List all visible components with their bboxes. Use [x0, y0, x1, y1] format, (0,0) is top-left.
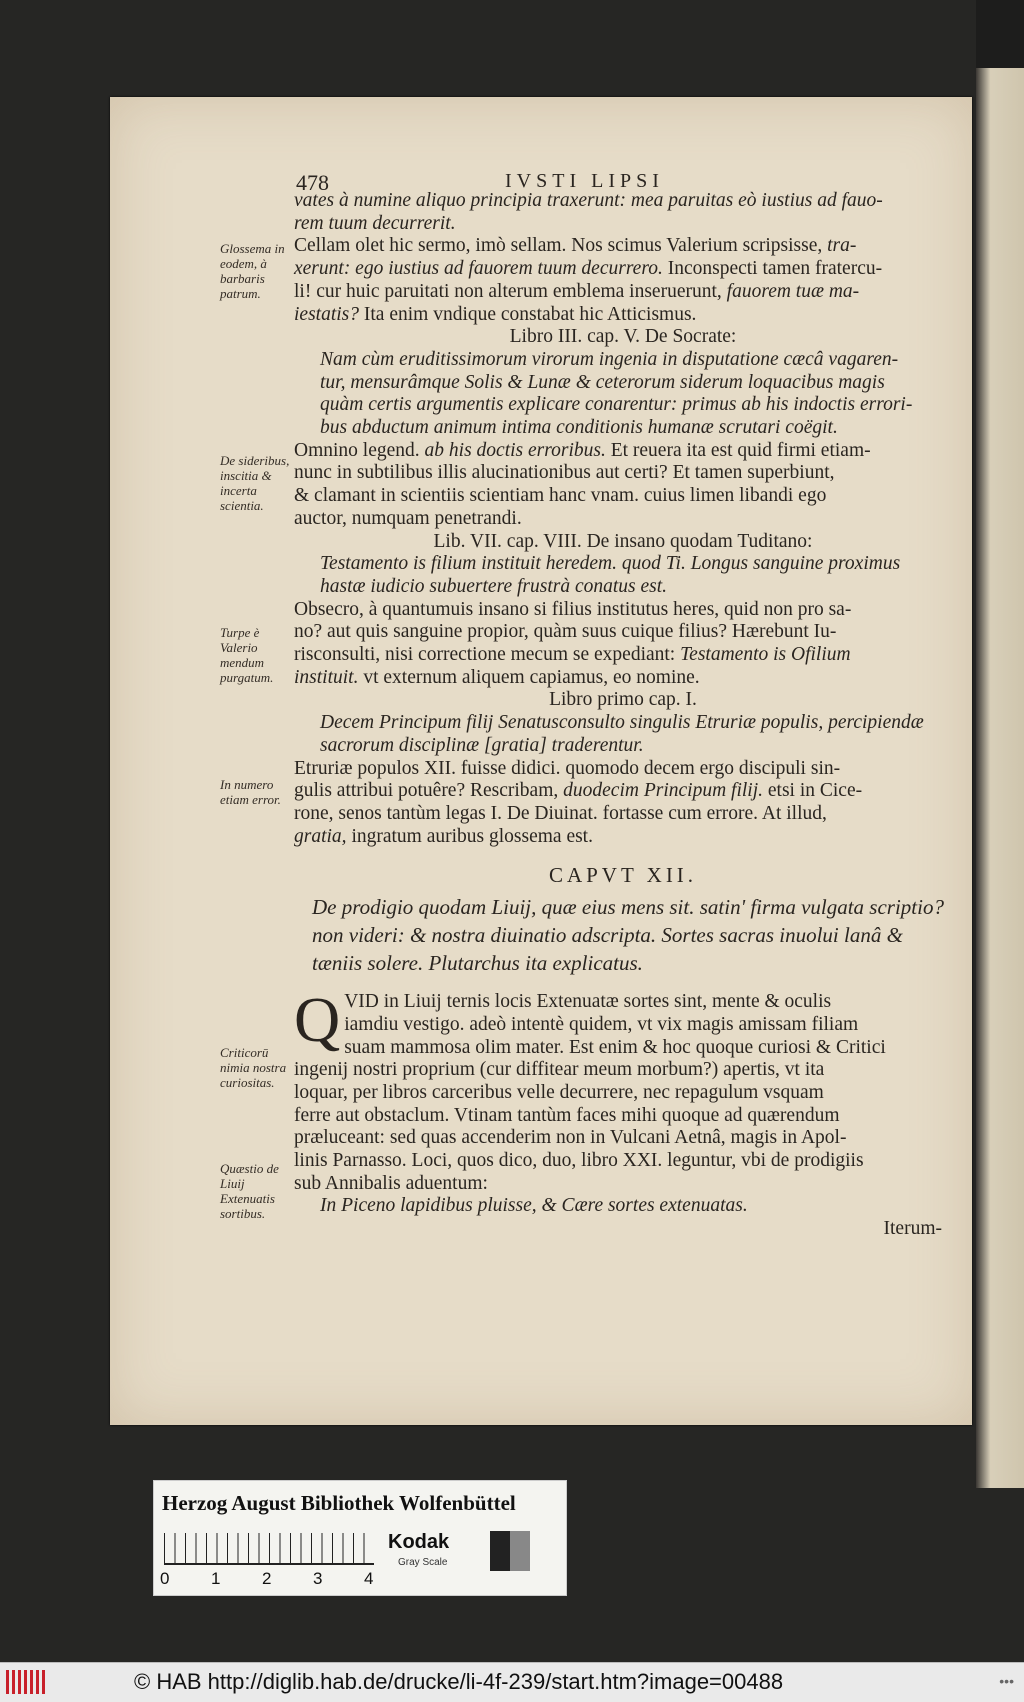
quote-line: sacrorum disciplinæ [gratia] traderentur. [320, 734, 644, 756]
text-line: suam mammosa olim mater. Est enim & hoc quoque curiosi & Critici [344, 1036, 886, 1058]
text-line: instituit. vt externum aliquem capiamus, eo nomine. [294, 666, 700, 688]
text-line: ingenij nostri proprium (cur diffitear meum morbum?) apertis, vt ita [294, 1059, 825, 1081]
text-line: iamdiu vestigo. adeò intentè quidem, vt vix magis amissam filiam [344, 1013, 859, 1035]
text-line: auctor, numquam penetrandi. [294, 507, 522, 529]
hab-logo-icon [6, 1670, 46, 1694]
chapter-title: CAPVT XII. [548, 863, 698, 888]
quote-line: hastæ iudicio subuertere frustrà conatus est. [320, 575, 668, 597]
ruler-base [164, 1563, 374, 1565]
text-line: nunc in subtilibus illis alucinationibus aut certi? Et tamen superbiunt, [294, 462, 835, 484]
margin-note: Turpe è Valerio mendum purgatum. [220, 625, 274, 685]
library-scale-card [153, 1480, 567, 1596]
margin-note: Quæstio de Liuij Extenuatis sortibus. [220, 1161, 279, 1221]
margin-note: In numero etiam error. [220, 777, 281, 807]
text-line: Obsecro, à quantumuis insano si filius institutus heres, quid non pro sa- [294, 598, 852, 620]
drop-cap: Q [294, 984, 341, 1056]
more-icon[interactable]: ••• [999, 1673, 1014, 1689]
text-line: sub Annibalis aduentum: [294, 1172, 488, 1194]
catchword: Iterum- [883, 1218, 942, 1240]
text-line: & clamant in scientiis scientiam hanc vnam. cuius limen libandi ego [294, 485, 827, 507]
text-line: iestatis? Ita enim vndique constabat hic Atticismus. [294, 303, 697, 325]
margin-note: Criticorū nimia nostra curiositas. [220, 1045, 287, 1090]
facing-page-edge [976, 68, 1024, 1488]
ruler-number: 0 [160, 1569, 170, 1588]
ruler-number: 4 [364, 1569, 374, 1588]
gray-scale-label: Gray Scale [398, 1557, 448, 1568]
chapter-summary: De prodigio quodam Liuij, quæ eius mens sit. satin' firma vulgata scriptio? non videri: & nostra diuinatio adscripta. Sortes sacras inuolui lanâ & tæniis solere. Plutarchus ita explicatus. [312, 895, 944, 976]
ruler-ticks [164, 1533, 374, 1563]
text-line: li! cur huic paruitati non alterum emblema inseruerunt, fauorem tuæ ma- [294, 280, 860, 302]
ruler-number: 3 [313, 1569, 323, 1588]
scanner-background-top [976, 0, 1024, 68]
text-line: risconsulti, nisi correctione mecum se expediant: Testamento is Ofilium [294, 644, 851, 666]
quote-line: Testamento is filium instituit heredem. quod Ti. Longus sanguine proximus [320, 553, 901, 575]
gray-scale-patch [490, 1531, 530, 1571]
text-line: rone, senos tantùm legas I. De Diuinat. fortasse cum errore. At illud, [294, 802, 827, 824]
ruler-number: 2 [262, 1569, 272, 1588]
citation-heading: Lib. VII. cap. VIII. De insano quodam Tuditano: [433, 530, 813, 552]
text-line: no? aut quis sanguine propior, quàm suus cuique filius? Hærebunt Iu- [294, 621, 837, 643]
text-line: QVID in Liuij ternis locis Extenuatæ sortes sint, mente & oculis [294, 984, 832, 1056]
kodak-logo: Kodak [388, 1531, 450, 1553]
viewer-footer [0, 1662, 1024, 1702]
citation-heading: Libro primo cap. I. [549, 689, 697, 711]
main-text-column [294, 190, 952, 1241]
margin-note: De sideribus, inscitia & incerta scientia. [220, 453, 290, 513]
text-line: gratia, ingratum auribus glossema est. [294, 825, 593, 847]
text-line: Etruriæ populos XII. fuisse didici. quomodo decem ergo discipuli sin- [294, 757, 841, 779]
text-line: xerunt: ego iustius ad fauorem tuum decurrero. Inconspecti tamen fratercu- [294, 258, 883, 280]
quote-line: quàm certis argumentis explicare conarentur: primus ab his indoctis errori- [320, 394, 913, 416]
text-line: Omnino legend. ab his doctis erroribus. Et reuera ita est quid firmi etiam- [294, 439, 871, 461]
text-line: gulis attribui potuêre? Rescribam, duodecim Principum filij. etsi in Cice- [294, 780, 863, 802]
text-line: ferre aut obstaclum. Vtinam tantùm faces mihi quoque ad quærendum [294, 1104, 840, 1126]
margin-note: Glossema in eodem, à barbaris patrum. [220, 241, 285, 301]
library-name: Herzog August Bibliothek Wolfenbüttel [162, 1491, 516, 1515]
quote-line: tur, mensurâmque Solis & Lunæ & ceterorum siderum loquacibus magis [320, 371, 885, 393]
source-url[interactable]: © HAB http://diglib.hab.de/drucke/li-4f-239/start.htm?image=00488 [134, 1669, 784, 1694]
citation-heading: Libro III. cap. V. De Socrate: [509, 326, 737, 348]
text-line: linis Parnasso. Loci, quos dico, duo, libro XXI. leguntur, vbi de prodigiis [294, 1150, 864, 1172]
text-line: vates à numine aliquo principia traxerunt: mea paruitas eò iustius ad fauo- [294, 190, 883, 211]
text-line: loquar, per libros carceribus velle decurrere, nec repagulum vsquam [294, 1081, 824, 1103]
text-line: præluceant: sed quas accenderim non in Vulcani Aetnâ, magis in Apol- [294, 1127, 847, 1149]
quote-line: bus abductum animum intima conditionis humanæ scrutari coëgit. [320, 417, 838, 439]
text-line: rem tuum decurrerit. [294, 212, 456, 234]
page-number: 478 [296, 170, 329, 195]
quote-line: Nam cùm eruditissimorum virorum ingenia in disputatione cæcâ vagaren- [320, 348, 899, 370]
text-line: Cellam olet hic sermo, imò sellam. Nos scimus Valerium scripsisse, tra- [294, 235, 857, 257]
book-page [110, 97, 972, 1425]
ruler-number: 1 [211, 1569, 221, 1588]
quote-line: Decem Principum filij Senatusconsulto singulis Etruriæ populis, percipiendæ [320, 712, 924, 734]
quote-line: In Piceno lapidibus pluisse, & Cære sortes extenuatas. [320, 1195, 748, 1217]
running-head: IVSTI LIPSI [505, 170, 664, 192]
